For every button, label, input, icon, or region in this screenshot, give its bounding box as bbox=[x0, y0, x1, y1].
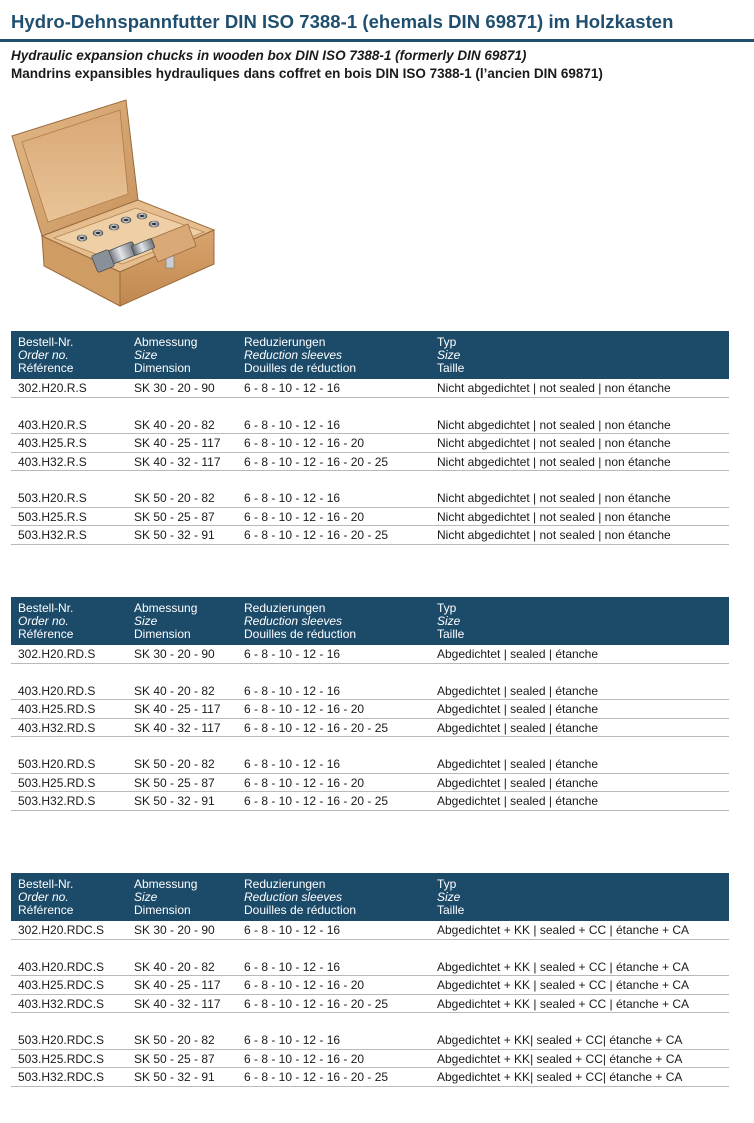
header-order-line: Bestell-Nr. bbox=[18, 335, 74, 349]
dimension-cell: SK 40 - 32 - 117 bbox=[134, 996, 221, 1011]
dimension-cell: SK 50 - 32 - 91 bbox=[134, 794, 215, 808]
type-cell: Abgedichtet + KK | sealed + CC | étanche + CA bbox=[437, 996, 690, 1011]
table-row bbox=[11, 1031, 729, 1050]
subtitle-french: Mandrins expansibles hydrauliques dans coffret en bois DIN ISO 7388-1 (l’ancien DIN 69871) bbox=[11, 66, 603, 81]
reduction-sleeves-cell: 6 - 8 - 10 - 12 - 16 - 20 bbox=[244, 436, 365, 450]
reduction-sleeves-cell: 6 - 8 - 10 - 12 - 16 bbox=[244, 683, 341, 698]
dimension-cell: SK 50 - 20 - 82 bbox=[134, 757, 215, 771]
table-row bbox=[11, 1068, 729, 1087]
table-row bbox=[11, 416, 729, 435]
header-order-line: Bestell-Nr. bbox=[18, 877, 74, 891]
group-spacer bbox=[11, 664, 729, 682]
order-number-cell: 403.H20.RD.S bbox=[18, 683, 96, 698]
type-cell: Nicht abgedichtet | not sealed | non étanche bbox=[437, 417, 671, 432]
header-order-line: Référence bbox=[18, 361, 74, 375]
header-dimension-line: Dimension bbox=[134, 903, 191, 917]
reduction-sleeves-cell: 6 - 8 - 10 - 12 - 16 - 20 - 25 bbox=[244, 996, 389, 1011]
order-number-cell: 403.H25.RDC.S bbox=[18, 978, 105, 992]
reduction-sleeves-cell: 6 - 8 - 10 - 12 - 16 - 20 - 25 bbox=[244, 528, 389, 542]
product-table bbox=[11, 597, 729, 811]
header-order bbox=[18, 336, 73, 375]
order-number-cell: 302.H20.RDC.S bbox=[18, 923, 105, 937]
table-row bbox=[11, 958, 729, 977]
table-row bbox=[11, 508, 729, 527]
header-order bbox=[18, 602, 73, 641]
dimension-cell: SK 50 - 32 - 91 bbox=[134, 528, 215, 542]
type-cell: Abgedichtet | sealed | étanche bbox=[437, 720, 599, 735]
type-cell: Abgedichtet + KK | sealed + CC | étanche + CA bbox=[437, 923, 690, 937]
type-cell: Abgedichtet | sealed | étanche bbox=[437, 647, 599, 661]
header-dimension-line: Dimension bbox=[134, 361, 191, 375]
header-reduction bbox=[244, 878, 356, 917]
table-row bbox=[11, 792, 729, 811]
type-cell: Nicht abgedichtet | not sealed | non étanche bbox=[437, 528, 671, 542]
header-dimension bbox=[134, 602, 197, 641]
order-number-cell: 403.H20.RDC.S bbox=[18, 959, 105, 974]
reduction-sleeves-cell: 6 - 8 - 10 - 12 - 16 - 20 bbox=[244, 702, 365, 716]
order-number-cell: 503.H25.R.S bbox=[18, 509, 87, 524]
table-row bbox=[11, 379, 729, 398]
reduction-sleeves-cell: 6 - 8 - 10 - 12 - 16 - 20 - 25 bbox=[244, 794, 389, 808]
order-number-cell: 503.H32.RD.S bbox=[18, 794, 96, 808]
reduction-sleeves-cell: 6 - 8 - 10 - 12 - 16 bbox=[244, 647, 341, 661]
header-type bbox=[437, 878, 464, 917]
header-reduction-line: Douilles de réduction bbox=[244, 903, 357, 917]
order-number-cell: 403.H32.RDC.S bbox=[18, 996, 105, 1011]
type-cell: Abgedichtet + KK | sealed + CC | étanche + CA bbox=[437, 959, 690, 974]
header-reduction-line: Reduzierungen bbox=[244, 877, 326, 891]
order-number-cell: 403.H25.RD.S bbox=[18, 702, 96, 716]
order-number-cell: 302.H20.RD.S bbox=[18, 647, 96, 661]
header-dimension-line: Size bbox=[134, 614, 158, 628]
dimension-cell: SK 30 - 20 - 90 bbox=[134, 923, 215, 937]
type-cell: Abgedichtet + KK | sealed + CC | étanche + CA bbox=[437, 978, 690, 992]
order-number-cell: 403.H25.R.S bbox=[18, 436, 87, 450]
table-row bbox=[11, 755, 729, 774]
reduction-sleeves-cell: 6 - 8 - 10 - 12 - 16 - 20 bbox=[244, 775, 365, 790]
type-cell: Abgedichtet | sealed | étanche bbox=[437, 757, 599, 771]
table-header bbox=[11, 331, 729, 379]
header-order-line: Référence bbox=[18, 903, 74, 917]
dimension-cell: SK 30 - 20 - 90 bbox=[134, 381, 215, 395]
dimension-cell: SK 50 - 20 - 82 bbox=[134, 491, 215, 505]
order-number-cell: 503.H20.RD.S bbox=[18, 757, 96, 771]
header-order-line: Référence bbox=[18, 627, 74, 641]
table-row bbox=[11, 526, 729, 545]
reduction-sleeves-cell: 6 - 8 - 10 - 12 - 16 - 20 bbox=[244, 509, 365, 524]
dimension-cell: SK 50 - 25 - 87 bbox=[134, 509, 215, 524]
type-cell: Nicht abgedichtet | not sealed | non étanche bbox=[437, 491, 671, 505]
header-order-line: Order no. bbox=[18, 348, 69, 362]
header-reduction bbox=[244, 336, 356, 375]
header-reduction bbox=[244, 602, 356, 641]
reduction-sleeves-cell: 6 - 8 - 10 - 12 - 16 bbox=[244, 1033, 341, 1047]
header-type-line: Taille bbox=[437, 627, 465, 641]
type-cell: Nicht abgedichtet | not sealed | non étanche bbox=[437, 509, 671, 524]
table-row bbox=[11, 645, 729, 664]
table-row bbox=[11, 434, 729, 453]
group-spacer bbox=[11, 940, 729, 958]
header-order bbox=[18, 878, 73, 917]
header-dimension-line: Abmessung bbox=[134, 877, 198, 891]
order-number-cell: 503.H25.RDC.S bbox=[18, 1051, 105, 1066]
group-spacer bbox=[11, 398, 729, 416]
header-dimension-line: Dimension bbox=[134, 627, 191, 641]
dimension-cell: SK 40 - 32 - 117 bbox=[134, 720, 221, 735]
header-reduction-line: Reduction sleeves bbox=[244, 890, 343, 904]
dimension-cell: SK 40 - 20 - 82 bbox=[134, 683, 215, 698]
table-row bbox=[11, 682, 729, 701]
reduction-sleeves-cell: 6 - 8 - 10 - 12 - 16 bbox=[244, 491, 341, 505]
reduction-sleeves-cell: 6 - 8 - 10 - 12 - 16 bbox=[244, 417, 341, 432]
table-header bbox=[11, 873, 729, 921]
header-dimension-line: Size bbox=[134, 890, 158, 904]
reduction-sleeves-cell: 6 - 8 - 10 - 12 - 16 - 20 bbox=[244, 1051, 365, 1066]
dimension-cell: SK 40 - 20 - 82 bbox=[134, 417, 215, 432]
header-type bbox=[437, 336, 464, 375]
type-cell: Abgedichtet | sealed | étanche bbox=[437, 775, 599, 790]
reduction-sleeves-cell: 6 - 8 - 10 - 12 - 16 - 20 - 25 bbox=[244, 720, 389, 735]
type-cell: Nicht abgedichtet | not sealed | non étanche bbox=[437, 436, 671, 450]
header-type-line: Taille bbox=[437, 903, 465, 917]
table-row bbox=[11, 489, 729, 508]
order-number-cell: 302.H20.R.S bbox=[18, 381, 87, 395]
product-table bbox=[11, 873, 729, 1087]
table-row bbox=[11, 1050, 729, 1069]
title-rule bbox=[0, 39, 754, 42]
subtitle-english: Hydraulic expansion chucks in wooden box DIN ISO 7388-1 (formerly DIN 69871) bbox=[11, 48, 527, 63]
type-cell: Abgedichtet | sealed | étanche bbox=[437, 702, 599, 716]
header-reduction-line: Douilles de réduction bbox=[244, 627, 357, 641]
order-number-cell: 503.H20.R.S bbox=[18, 491, 87, 505]
header-type-line: Size bbox=[437, 890, 461, 904]
dimension-cell: SK 40 - 25 - 117 bbox=[134, 436, 221, 450]
group-spacer bbox=[11, 737, 729, 755]
order-number-cell: 403.H32.RD.S bbox=[18, 720, 96, 735]
reduction-sleeves-cell: 6 - 8 - 10 - 12 - 16 bbox=[244, 381, 341, 395]
header-reduction-line: Reduction sleeves bbox=[244, 614, 343, 628]
type-cell: Abgedichtet | sealed | étanche bbox=[437, 683, 599, 698]
table-row bbox=[11, 774, 729, 793]
reduction-sleeves-cell: 6 - 8 - 10 - 12 - 16 - 20 bbox=[244, 978, 365, 992]
type-cell: Nicht abgedichtet | not sealed | non étanche bbox=[437, 454, 671, 469]
type-cell: Abgedichtet | sealed | étanche bbox=[437, 794, 599, 808]
group-spacer bbox=[11, 1013, 729, 1031]
order-number-cell: 403.H20.R.S bbox=[18, 417, 87, 432]
dimension-cell: SK 40 - 25 - 117 bbox=[134, 978, 221, 992]
header-dimension-line: Size bbox=[134, 348, 158, 362]
type-cell: Abgedichtet + KK| sealed + CC| étanche + CA bbox=[437, 1051, 683, 1066]
table-row bbox=[11, 995, 729, 1014]
header-dimension-line: Abmessung bbox=[134, 601, 198, 615]
header-reduction-line: Reduction sleeves bbox=[244, 348, 343, 362]
table-row bbox=[11, 453, 729, 472]
dimension-cell: SK 40 - 32 - 117 bbox=[134, 454, 221, 469]
dimension-cell: SK 30 - 20 - 90 bbox=[134, 647, 215, 661]
header-order-line: Order no. bbox=[18, 890, 69, 904]
header-reduction-line: Douilles de réduction bbox=[244, 361, 357, 375]
header-type-line: Size bbox=[437, 614, 461, 628]
dimension-cell: SK 40 - 25 - 117 bbox=[134, 702, 221, 716]
header-type-line: Typ bbox=[437, 601, 457, 615]
order-number-cell: 503.H25.RD.S bbox=[18, 775, 96, 790]
type-cell: Abgedichtet + KK| sealed + CC| étanche + CA bbox=[437, 1070, 683, 1084]
type-cell: Abgedichtet + KK| sealed + CC| étanche + CA bbox=[437, 1033, 683, 1047]
dimension-cell: SK 50 - 25 - 87 bbox=[134, 775, 215, 790]
product-table bbox=[11, 331, 729, 545]
reduction-sleeves-cell: 6 - 8 - 10 - 12 - 16 bbox=[244, 959, 341, 974]
order-number-cell: 403.H32.R.S bbox=[18, 454, 87, 469]
header-reduction-line: Reduzierungen bbox=[244, 335, 326, 349]
header-type-line: Typ bbox=[437, 335, 457, 349]
order-number-cell: 503.H20.RDC.S bbox=[18, 1033, 105, 1047]
reduction-sleeves-cell: 6 - 8 - 10 - 12 - 16 bbox=[244, 923, 341, 937]
reduction-sleeves-cell: 6 - 8 - 10 - 12 - 16 - 20 - 25 bbox=[244, 1070, 389, 1084]
table-row bbox=[11, 719, 729, 738]
order-number-cell: 503.H32.RDC.S bbox=[18, 1070, 105, 1084]
dimension-cell: SK 50 - 32 - 91 bbox=[134, 1070, 215, 1084]
header-dimension-line: Abmessung bbox=[134, 335, 198, 349]
header-type bbox=[437, 602, 464, 641]
header-type-line: Taille bbox=[437, 361, 465, 375]
header-reduction-line: Reduzierungen bbox=[244, 601, 326, 615]
header-type-line: Typ bbox=[437, 877, 457, 891]
dimension-cell: SK 50 - 20 - 82 bbox=[134, 1033, 215, 1047]
table-row bbox=[11, 700, 729, 719]
table-row bbox=[11, 976, 729, 995]
dimension-cell: SK 50 - 25 - 87 bbox=[134, 1051, 215, 1066]
type-cell: Nicht abgedichtet | not sealed | non étanche bbox=[437, 381, 671, 395]
table-header bbox=[11, 597, 729, 645]
table-row bbox=[11, 921, 729, 940]
dimension-cell: SK 40 - 20 - 82 bbox=[134, 959, 215, 974]
header-order-line: Bestell-Nr. bbox=[18, 601, 74, 615]
header-dimension bbox=[134, 878, 197, 917]
header-type-line: Size bbox=[437, 348, 461, 362]
order-number-cell: 503.H32.R.S bbox=[18, 528, 87, 542]
wooden-box-product-image bbox=[8, 96, 220, 314]
reduction-sleeves-cell: 6 - 8 - 10 - 12 - 16 - 20 - 25 bbox=[244, 454, 389, 469]
page-title: Hydro-Dehnspannfutter DIN ISO 7388-1 (ehemals DIN 69871) im Holzkasten bbox=[11, 11, 674, 32]
reduction-sleeves-cell: 6 - 8 - 10 - 12 - 16 bbox=[244, 757, 341, 771]
header-dimension bbox=[134, 336, 197, 375]
group-spacer bbox=[11, 471, 729, 489]
header-order-line: Order no. bbox=[18, 614, 69, 628]
